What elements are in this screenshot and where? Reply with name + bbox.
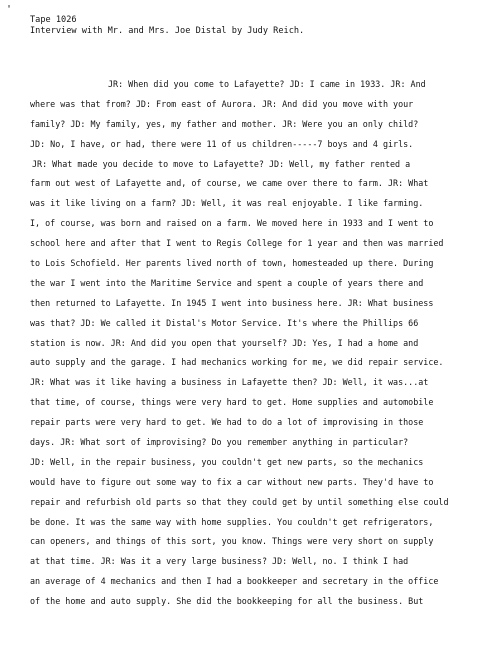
transcript-line: can openers, and things of this sort, you know. Things were very short on supply	[30, 536, 434, 547]
transcript-line: repair and refurbish old parts so that they could get by until something else could	[30, 496, 449, 507]
transcript-line: station is now. JR: And did you open that yourself? JD: Yes, I had a home and	[30, 337, 419, 348]
transcript-line: JD: Well, in the repair business, you couldn't get new parts, so the mechanics	[30, 456, 424, 467]
transcript-body	[30, 75, 492, 612]
transcript-line: farm out west of Lafayette and, of course, we came over there to farm. JR: What	[30, 178, 429, 189]
document-header	[30, 15, 490, 37]
transcript-line: JR: What was it like having a business in Lafayette then? JD: Well, it was...at	[30, 377, 429, 388]
transcript-line: at that time. JR: Was it a very large business? JD: Well, no. I think I had	[30, 556, 409, 567]
corner-mark: '	[6, 4, 13, 15]
transcript-line: the war I went into the Maritime Service and spent a couple of years there and	[30, 277, 424, 288]
transcript-line: I, of course, was born and raised on a farm. We moved here in 1933 and I went to	[30, 218, 434, 229]
transcript-line: was it like living on a farm? JD: Well, it was real enjoyable. I like farming.	[30, 198, 424, 209]
transcript-line: that time, of course, things were very hard to get. Home supplies and automobile	[30, 397, 434, 408]
transcript-line: repair parts were very hard to get. We had to do a lot of improvising in those	[30, 417, 424, 428]
transcript-line: JR: When did you come to Lafayette? JD: I came in 1933. JR: And	[108, 79, 426, 89]
transcript-line: then returned to Lafayette. In 1945 I went into business here. JR: What business	[30, 297, 434, 308]
transcript-line: school here and after that I went to Regis College for 1 year and then was married	[30, 238, 444, 249]
interview-subtitle: Interview with Mr. and Mrs. Joe Distal by Judy Reich.	[30, 26, 305, 36]
transcript-line: an average of 4 mechanics and then I had a bookkeeper and secretary in the office	[30, 576, 439, 587]
transcript-line: days. JR: What sort of improvising? Do you remember anything in particular?	[30, 437, 409, 448]
transcript-line: auto supply and the garage. I had mechanics working for me, we did repair service.	[30, 357, 444, 368]
transcript-line: be done. It was the same way with home supplies. You couldn't get refrigerators,	[30, 516, 434, 527]
transcript-line: JR: What made you decide to move to Lafayette? JD: Well, my father rented a	[32, 158, 411, 169]
transcript-line: family? JD: My family, yes, my father and mother. JR: Were you an only child?	[30, 118, 419, 129]
transcript-line: of the home and auto supply. She did the bookkeeping for all the business. But	[30, 596, 424, 607]
tape-label: Tape 1026	[30, 15, 77, 25]
transcript-line: JD: No, I have, or had, there were 11 of us children-----7 boys and 4 girls.	[30, 138, 414, 149]
transcript-line: where was that from? JD: From east of Aurora. JR: And did you move with your	[30, 98, 414, 109]
transcript-line: would have to figure out some way to fix a car without new parts. They'd have to	[30, 476, 434, 487]
transcript-line: was that? JD: We called it Distal's Motor Service. It's where the Phillips 66	[30, 317, 419, 328]
transcript-line: to Lois Schofield. Her parents lived north of town, homesteaded up there. During	[30, 258, 434, 269]
